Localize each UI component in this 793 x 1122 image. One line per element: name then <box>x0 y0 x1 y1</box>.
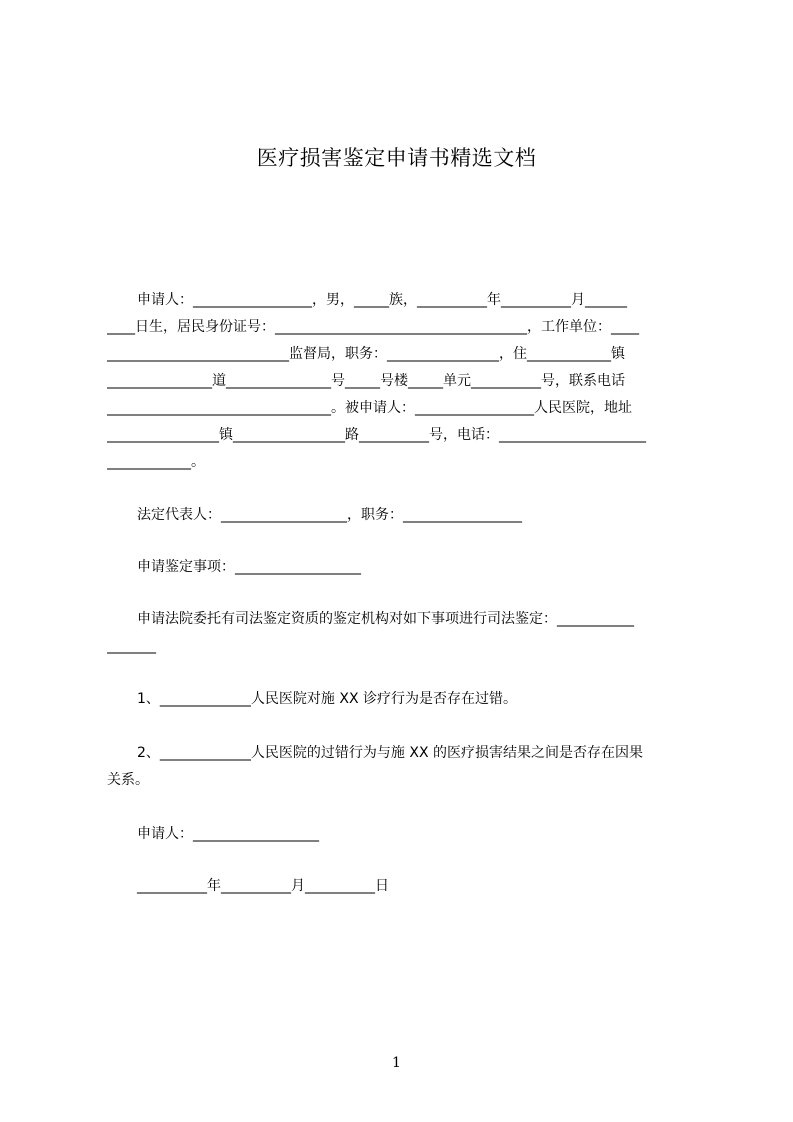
paragraph-line: _______ <box>107 638 156 654</box>
page-number: 1 <box>392 1055 401 1071</box>
paragraph-line: __________________________监督局，职务：________________，住____________镇 <box>107 346 625 362</box>
applicant-paragraph <box>107 287 700 476</box>
date-line: __________年__________月__________日 <box>137 878 389 894</box>
signature-paragraph <box>107 821 700 848</box>
paragraph-line: _______________道_______________号_____号楼_____单元__________号，联系电话 <box>107 373 625 389</box>
paragraph-line: ________________________________。被申请人：_________________人民医院，地址 <box>107 400 632 416</box>
paragraph-line: 申请人：_________________，男，_____族，__________年__________月______ <box>137 292 627 308</box>
item-1-line: 1、_____________人民医院对施 XX 诊疗行为是否存在过错。 <box>137 691 517 707</box>
paragraph-line: ________________镇________________路__________号，电话：_____________________ <box>107 427 646 443</box>
paragraph-line: 申请法院委托有司法鉴定资质的鉴定机构对如下事项进行司法鉴定：___________ <box>137 611 634 627</box>
document-title: 医疗损害鉴定申请书精选文档 <box>256 146 537 170</box>
item-2-paragraph <box>107 740 700 794</box>
paragraph-line: ____日生，居民身份证号：____________________________________，工作单位：____ <box>107 319 639 335</box>
item-1-paragraph <box>107 686 700 713</box>
legal-representative-line: 法定代表人：__________________，职务：_________________ <box>137 507 522 523</box>
legal-representative-paragraph <box>107 502 700 529</box>
paragraph-line: 关系。 <box>107 772 149 788</box>
signature-line: 申请人：__________________ <box>137 826 319 842</box>
appraisal-items-paragraph <box>107 554 700 581</box>
request-paragraph <box>107 606 700 660</box>
paragraph-line: 2、_____________人民医院的过错行为与施 XX 的医疗损害结果之间是否存在因果 <box>137 745 643 761</box>
date-paragraph <box>107 873 700 900</box>
appraisal-items-line: 申请鉴定事项：__________________ <box>137 559 361 575</box>
paragraph-line: ____________。 <box>107 454 205 470</box>
